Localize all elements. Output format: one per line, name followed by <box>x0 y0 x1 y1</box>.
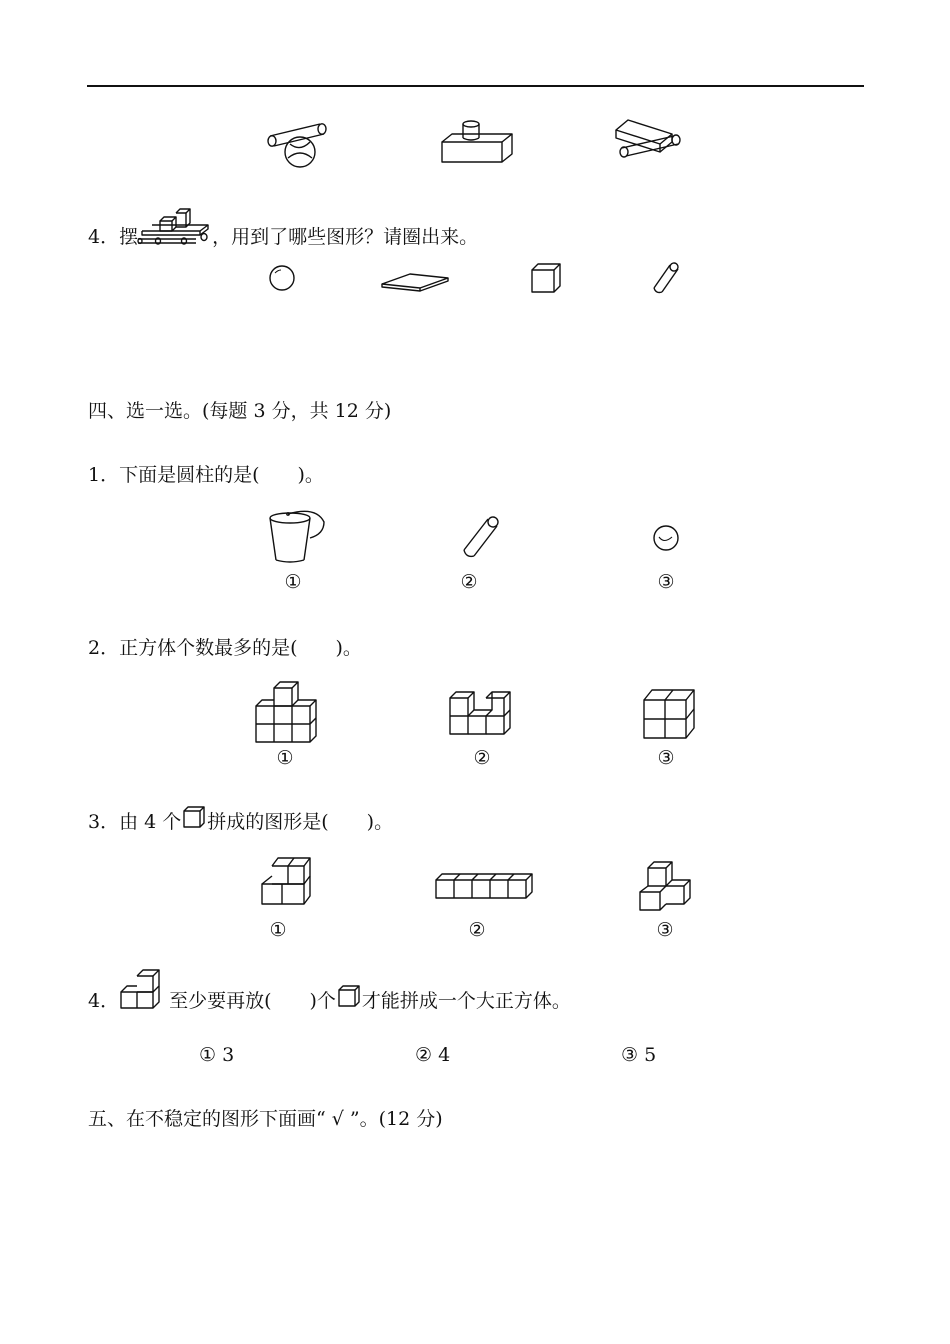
cube-stack-a-icon[interactable] <box>260 854 316 910</box>
ball-icon[interactable] <box>652 524 680 552</box>
s4-q1-option-3[interactable]: ③ <box>657 571 675 593</box>
s4-q3-option-2[interactable]: ② <box>468 919 486 941</box>
question-prefix: 3．由 4 个 <box>88 811 182 833</box>
small-cube-icon <box>182 805 208 831</box>
question-number: 4． <box>88 226 120 248</box>
cylinder-icon[interactable] <box>460 514 502 560</box>
cube-row-icon[interactable] <box>434 870 534 902</box>
header-rule <box>87 85 864 87</box>
cube-stack-c-icon[interactable] <box>638 858 694 914</box>
box-on-cylinders-icon <box>612 110 687 162</box>
question-suffix: 拼成的图形是( )。 <box>207 811 394 833</box>
sphere-icon[interactable] <box>268 264 296 292</box>
cube-stack-a-icon[interactable] <box>254 680 320 746</box>
cylinder-on-ball-icon <box>262 118 332 170</box>
question-suffix: 才能拼成一个大正方体。 <box>361 990 571 1012</box>
s4-q4-choice-2[interactable]: ② 4 <box>415 1044 451 1066</box>
s4-q3-option-1[interactable]: ① <box>269 919 287 941</box>
s4-question-2: 2．正方体个数最多的是( )。 <box>88 637 362 659</box>
section-4-title: 四、选一选。(每题 3 分，共 12 分) <box>88 400 392 422</box>
flat-board-icon[interactable] <box>380 270 450 292</box>
s4-q4-choice-3[interactable]: ③ 5 <box>621 1044 657 1066</box>
question-middle: 至少要再放( )个 <box>169 990 336 1012</box>
s4-q4-choice-1[interactable]: ① 3 <box>199 1044 235 1066</box>
l-shaped-cubes-icon <box>119 968 169 1012</box>
s4-q2-option-2[interactable]: ② <box>473 747 491 769</box>
s4-q3-option-3[interactable]: ③ <box>656 919 674 941</box>
s4-question-4 <box>88 988 571 1016</box>
cylinder-on-box-icon <box>440 118 515 164</box>
cube-stack-b-icon[interactable] <box>448 690 514 740</box>
question-prefix: 摆 <box>119 226 139 248</box>
cube-stack-c-icon[interactable] <box>642 686 698 742</box>
bucket-icon[interactable] <box>266 508 330 564</box>
cart-model-icon <box>138 207 212 247</box>
s4-q1-option-1[interactable]: ① <box>284 571 302 593</box>
question-suffix: ，用到了哪些图形？请圈出来。 <box>212 226 479 248</box>
question-number: 4． <box>88 990 120 1012</box>
section-5-title: 五、在不稳定的图形下面画“ √ ”。(12 分) <box>88 1108 443 1130</box>
cylinder-icon[interactable] <box>650 260 682 296</box>
s4-q2-option-1[interactable]: ① <box>276 747 294 769</box>
question-3-4 <box>88 223 478 253</box>
s4-q2-option-3[interactable]: ③ <box>657 747 675 769</box>
cube-icon[interactable] <box>530 262 564 294</box>
small-cube-icon <box>337 984 363 1010</box>
s4-q1-option-2[interactable]: ② <box>460 571 478 593</box>
s4-question-3 <box>88 810 393 835</box>
s4-question-1: 1．下面是圆柱的是( )。 <box>88 464 324 486</box>
